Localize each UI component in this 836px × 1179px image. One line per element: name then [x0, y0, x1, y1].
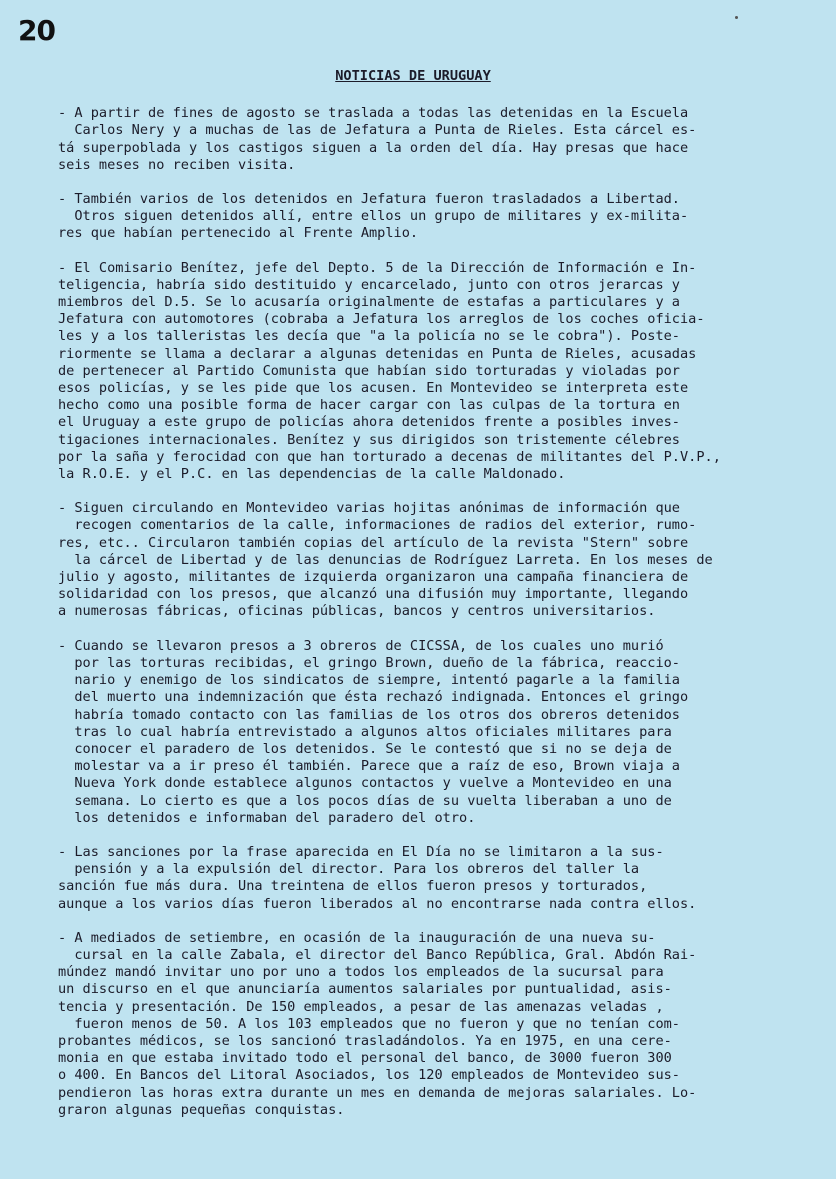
text-line: probantes médicos, se los sancionó trasladándolos. Ya en 1975, en una cere- — [58, 1032, 672, 1049]
document-body — [58, 68, 798, 1136]
news-item — [58, 638, 798, 827]
text-line: Nueva York donde establece algunos contactos y vuelve a Montevideo en una — [58, 775, 672, 792]
text-line: semana. Lo cierto es que a los pocos días de su vuelta liberaban a uno de — [58, 792, 672, 809]
news-item — [58, 105, 798, 174]
news-item — [58, 500, 798, 620]
text-line: el Uruguay a este grupo de policías ahora detenidos frente a posibles inves- — [58, 414, 680, 431]
news-items — [58, 105, 798, 1119]
text-line: hecho como una posible forma de hacer cargar con las culpas de la tortura en — [58, 397, 680, 414]
text-line: - También varios de los detenidos en Jefatura fueron trasladados a Libertad. — [58, 191, 680, 208]
text-line: múndez mandó invitar uno por uno a todos los empleados de la sucursal para — [58, 964, 664, 981]
text-line: la R.O.E. y el P.C. en las dependencias de la calle Maldonado. — [58, 466, 566, 483]
text-line: o 400. En Bancos del Litoral Asociados, los 120 empleados de Montevideo sus- — [58, 1067, 680, 1084]
text-line: nario y enemigo de los sindicatos de siempre, intentó pagarle a la familia — [58, 672, 680, 689]
text-line: solidaridad con los presos, que alcanzó una difusión muy importante, llegando — [58, 586, 689, 603]
text-line: - Siguen circulando en Montevideo varias hojitas anónimas de información que — [58, 500, 680, 517]
text-line: esos policías, y se les pide que los acusen. En Montevideo se interpreta este — [58, 380, 689, 397]
text-line: aunque a los varios días fueron liberados al no encontrarse nada contra ellos. — [58, 895, 697, 912]
news-item — [58, 191, 798, 243]
document-title: NOTICIAS DE URUGUAY — [335, 68, 491, 84]
text-line: - Cuando se llevaron presos a 3 obreros de CICSSA, de los cuales uno murió — [58, 637, 664, 654]
text-line: - A partir de fines de agosto se traslada a todas las detenidas en la Escuela — [58, 105, 689, 122]
text-line: por las torturas recibidas, el gringo Brown, dueño de la fábrica, reaccio- — [58, 654, 680, 671]
text-line: - Las sanciones por la frase aparecida en El Día no se limitaron a la sus- — [58, 843, 664, 860]
text-line: tencia y presentación. De 150 empleados, a pesar de las amenazas veladas , — [58, 998, 664, 1015]
text-line: les y a los talleristas les decía que "a la policía no se le cobra"). Poste- — [58, 328, 680, 345]
text-line: conocer el paradero de los detenidos. Se le contestó que si no se deja de — [58, 740, 672, 757]
text-line: de pertenecer al Partido Comunista que habían sido torturadas y violadas por — [58, 362, 680, 379]
text-line: Jefatura con automotores (cobraba a Jefatura los arreglos de los coches oficia- — [58, 311, 705, 328]
text-line: un discurso en el que anunciaría aumentos salariales por puntualidad, asis- — [58, 981, 672, 998]
text-line: fueron menos de 50. A los 103 empleados que no fueron y que no tenían com- — [58, 1015, 680, 1032]
text-line: molestar va a ir preso él también. Parece que a raíz de eso, Brown viaja a — [58, 758, 680, 775]
text-line: del muerto una indemnización que ésta rechazó indignada. Entonces el gringo — [58, 689, 689, 706]
text-line: pendieron las horas extra durante un mes en demanda de mejoras salariales. Lo- — [58, 1084, 697, 1101]
text-line: seis meses no reciben visita. — [58, 156, 296, 173]
text-line: la cárcel de Libertad y de las denuncias de Rodríguez Larreta. En los meses de — [58, 551, 713, 568]
text-line: res que habían pertenecido al Frente Amplio. — [58, 225, 419, 242]
text-line: pensión y a la expulsión del director. Para los obreros del taller la — [58, 861, 640, 878]
text-line: los detenidos e informaban del paradero del otro. — [58, 809, 476, 826]
text-line: recogen comentarios de la calle, informaciones de radios del exterior, rumo- — [58, 517, 697, 534]
text-line: julio y agosto, militantes de izquierda organizaron una campaña financiera de — [58, 569, 689, 586]
paper-speck — [735, 16, 738, 19]
text-line: tras lo cual habría entrevistado a algunos altos oficiales militares para — [58, 723, 672, 740]
text-line: Carlos Nery y a muchas de las de Jefatura a Punta de Rieles. Esta cárcel es- — [58, 122, 697, 139]
news-item — [58, 930, 798, 1119]
text-line: tigaciones internacionales. Benítez y sus dirigidos son tristemente célebres — [58, 431, 680, 448]
text-line: graron algunas pequeñas conquistas. — [58, 1101, 345, 1118]
text-line: riormente se llama a declarar a algunas detenidas en Punta de Rieles, acusadas — [58, 345, 697, 362]
text-line: - A mediados de setiembre, en ocasión de la inauguración de una nueva su- — [58, 929, 656, 946]
text-line: a numerosas fábricas, oficinas públicas, bancos y centros universitarios. — [58, 603, 656, 620]
text-line: tá superpoblada y los castigos siguen a la orden del día. Hay presas que hace — [58, 139, 689, 156]
news-item — [58, 844, 798, 913]
text-line: habría tomado contacto con las familias de los otros dos obreros detenidos — [58, 706, 680, 723]
text-line: Otros siguen detenidos allí, entre ellos un grupo de militares y ex-milita- — [58, 208, 689, 225]
text-line: monia en que estaba invitado todo el personal del banco, de 3000 fueron 300 — [58, 1050, 672, 1067]
text-line: - El Comisario Benítez, jefe del Depto. 5 de la Dirección de Información e In- — [58, 259, 697, 276]
text-line: teligencia, habría sido destituido y encarcelado, junto con otros jerarcas y — [58, 276, 680, 293]
text-line: sanción fue más dura. Una treintena de ellos fueron presos y torturados, — [58, 878, 648, 895]
text-line: res, etc.. Circularon también copias del artículo de la revista "Stern" sobre — [58, 534, 689, 551]
page-number: 20 — [18, 14, 55, 47]
text-line: por la saña y ferocidad con que han torturado a decenas de militantes del P.V.P., — [58, 448, 721, 465]
text-line: cursal en la calle Zabala, el director del Banco República, Gral. Abdón Rai- — [58, 946, 697, 963]
text-line: miembros del D.5. Se lo acusaría originalmente de estafas a particulares y a — [58, 294, 680, 311]
news-item — [58, 260, 798, 484]
